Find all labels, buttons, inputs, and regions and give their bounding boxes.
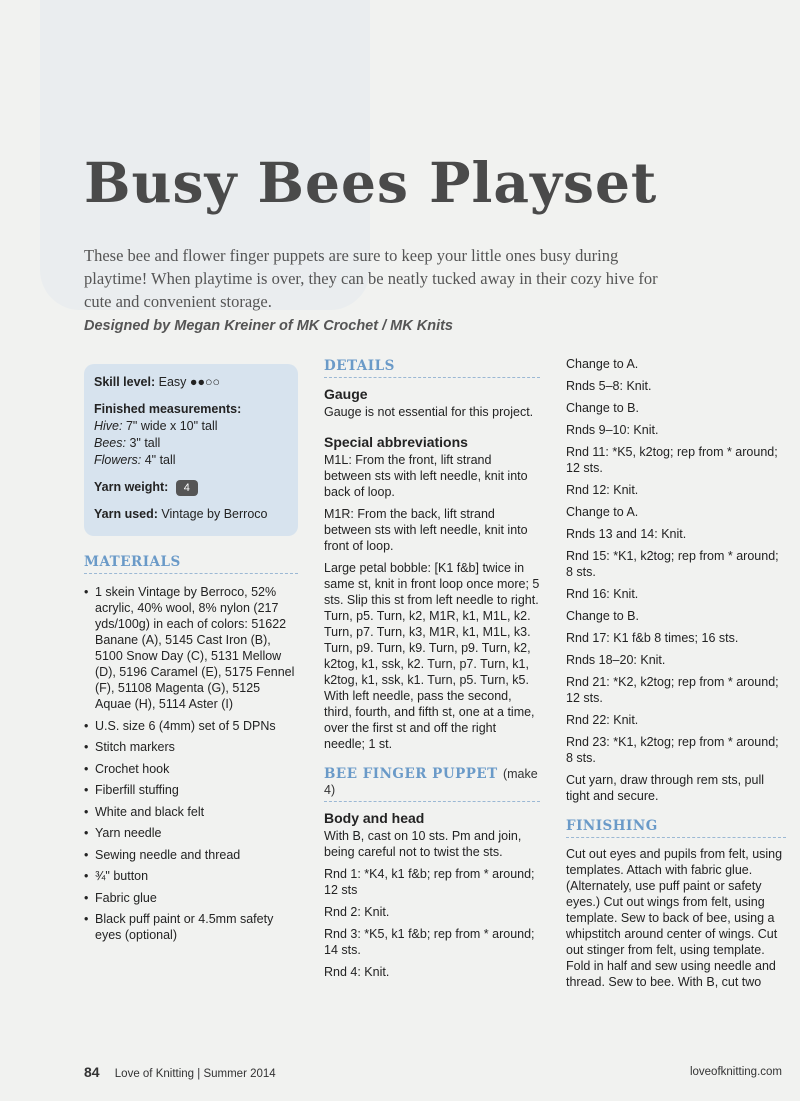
yarn-used-value: Vintage by Berroco (161, 507, 268, 521)
pattern-line: Rnd 17: K1 f&b 8 times; 16 sts. (566, 631, 739, 645)
list-item: • Yarn needle (84, 825, 298, 841)
gauge-text: Gauge is not essential for this project. (324, 405, 534, 419)
bee-make-count: (make 4) (324, 767, 538, 797)
details-column (324, 358, 540, 986)
body-head-heading: Body and head (324, 810, 425, 826)
pattern-line: Change to A. (566, 505, 639, 519)
finished-measurements (94, 401, 288, 469)
pattern-line: Rnds 13 and 14: Knit. (566, 527, 687, 541)
pattern-line: Change to A. (566, 357, 639, 371)
pattern-line: Rnds 5–8: Knit. (566, 379, 652, 393)
details-heading: DETAILS (324, 358, 540, 378)
instructions-column (566, 356, 786, 996)
skill-level-label: Skill level: (94, 375, 156, 389)
yarn-used-label: Yarn used: (94, 507, 158, 521)
website-url: loveofknitting.com (689, 1066, 782, 1078)
list-item: • White and black felt (84, 804, 298, 820)
bee-puppet-heading (324, 766, 540, 802)
list-item: • Black puff paint or 4.5mm safety eyes (optional) (84, 911, 298, 943)
skill-level-row (94, 374, 288, 391)
list-item: • Fiberfill stuffing (84, 782, 298, 798)
yarn-used-row (94, 506, 288, 523)
intro-paragraph: These bee and flower finger puppets are sure to keep your little ones busy during playtime! When playtime is over, they can be neatly tucked away in their cozy hive for cute and convenient storage. (84, 246, 658, 311)
pattern-line: Rnd 12: Knit. (566, 483, 639, 497)
pattern-line: Rnd 22: Knit. (566, 713, 639, 727)
list-item: • Fabric glue (84, 890, 298, 906)
pattern-line: Rnd 1: *K4, k1 f&b; rep from * around; 12 sts (324, 867, 535, 897)
bee-puppet-title: BEE FINGER PUPPET (324, 766, 498, 782)
list-item: • Sewing needle and thread (84, 847, 298, 863)
m1l-text: M1L: From the front, lift strand between sts with left needle, knit into back of loop. (324, 453, 528, 499)
pattern-line: Rnd 3: *K5, k1 f&b; rep from * around; 14 sts. (324, 927, 535, 957)
materials-column (84, 554, 298, 949)
page-title: Busy Bees Playset (84, 150, 658, 215)
pattern-line: Rnd 23: *K1, k2tog; rep from * around; 8 sts. (566, 735, 779, 765)
list-item: • ¾" button (84, 868, 298, 884)
measurements-label: Finished measurements: (94, 402, 242, 416)
flowers-value: 4" tall (144, 453, 176, 467)
pattern-line: Change to B. (566, 609, 639, 623)
flowers-label: Flowers: (94, 453, 142, 467)
page-footer (84, 1064, 782, 1080)
pattern-line: Rnd 11: *K5, k2tog; rep from * around; 12 sts. (566, 445, 778, 475)
pattern-line: Rnd 4: Knit. (324, 965, 390, 979)
pattern-line: With B, cast on 10 sts. Pm and join, being careful not to twist the sts. (324, 829, 522, 859)
pattern-line: Change to B. (566, 401, 639, 415)
skill-level-value: Easy ●●○○ (158, 375, 221, 389)
yarn-skein-icon: 4 (176, 480, 198, 496)
bees-label: Bees: (94, 436, 126, 450)
footer-divider: | (197, 1068, 204, 1080)
page-number: 84 (84, 1064, 100, 1080)
list-item: • U.S. size 6 (4mm) set of 5 DPNs (84, 718, 298, 734)
pattern-line: Rnds 9–10: Knit. (566, 423, 659, 437)
hive-value: 7" wide x 10" tall (125, 419, 218, 433)
materials-heading: MATERIALS (84, 554, 298, 574)
m1r-text: M1R: From the back, lift strand between sts with left needle, knit into front of loop. (324, 507, 528, 553)
materials-list (84, 584, 298, 943)
pattern-line: Rnd 15: *K1, k2tog; rep from * around; 8 sts. (566, 549, 779, 579)
pattern-line: Rnd 16: Knit. (566, 587, 639, 601)
pattern-line: Rnd 2: Knit. (324, 905, 390, 919)
abbreviations-heading: Special abbreviations (324, 434, 468, 450)
yarn-weight-row (94, 479, 288, 496)
pattern-line: Cut yarn, draw through rem sts, pull tight and secure. (566, 773, 764, 803)
yarn-weight-label: Yarn weight: (94, 480, 169, 494)
finishing-heading: FINISHING (566, 818, 786, 838)
skill-info-box (84, 364, 298, 536)
magazine-name: Love of Knitting (114, 1068, 195, 1080)
list-item: • Crochet hook (84, 761, 298, 777)
designer-byline: Designed by Megan Kreiner of MK Crochet / MK Knits (84, 318, 453, 334)
list-item: • Stitch markers (84, 739, 298, 755)
pattern-line: Rnd 21: *K2, k2tog; rep from * around; 12 sts. (566, 675, 779, 705)
finishing-text: Cut out eyes and pupils from felt, using templates. Attach with fabric glue. (Alternately, use puff paint or safety eyes.) Cut out wings from felt, using template. Sew to back of bee, using a whipstitch around center of wings. Cut out stinger from felt, using template. Fold in half and sew using needle and thread. Sew to bee. With B, cut two (566, 847, 783, 989)
pattern-line: Rnds 18–20: Knit. (566, 653, 666, 667)
issue-name: Summer 2014 (203, 1068, 276, 1080)
bees-value: 3" tall (129, 436, 161, 450)
list-item: • 1 skein Vintage by Berroco, 52% acrylic, 40% wool, 8% nylon (217 yds/100g) in each of colors: 51622 Banane (A), 5145 Cast Iron (B), 5100 Snow Day (C), 5131 Mellow (D), 5196 Caramel (E), 5175 Fennel (F), 51108 Magenta (G), 5125 Aquae (H), 5114 Aster (I) (84, 584, 298, 712)
hive-label: Hive: (94, 419, 123, 433)
bobble-text: Large petal bobble: [K1 f&b] twice in same st, knit in front loop once more; 5 sts. Slip this st from left needle to right. Turn, p5. Turn, k2, M1R, k1, M1L, k2. Turn, p7. Turn, k3, M1R, k1, M1L, k3. Turn, p9. Turn, k9. Turn, p9. Turn, k2, k2tog, k1, ssk, k2. Turn, p7. Turn, k1, k2tog, k1, ssk, k1. Turn, p5. Turn, k5. With left needle, pass the second, third, fourth, and fifth st, one at a time, over the first st and off the right needle; 1 st. (324, 561, 540, 751)
gauge-heading: Gauge (324, 386, 368, 402)
